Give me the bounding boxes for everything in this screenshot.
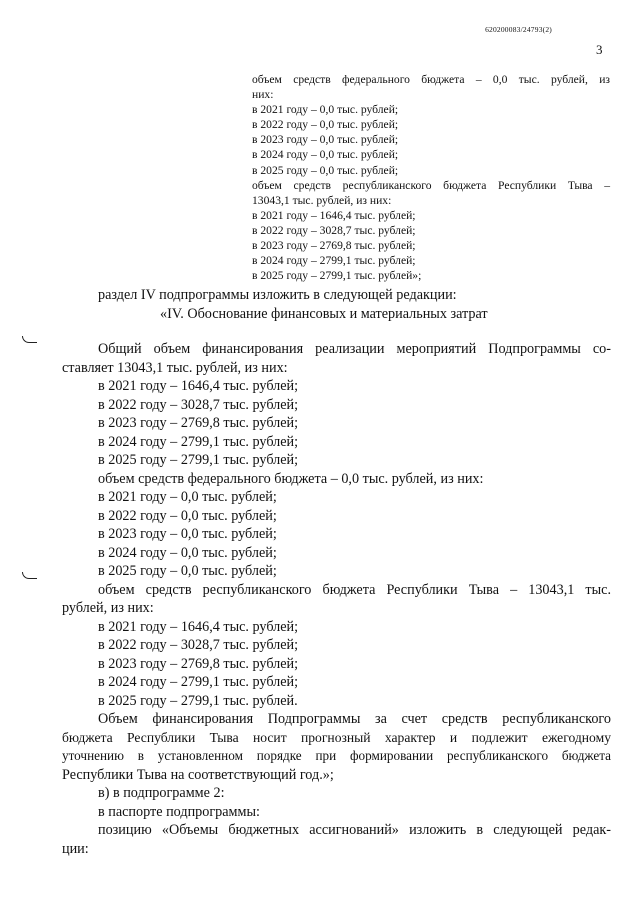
year-line: в 2021 году – 0,0 тыс. рублей; <box>98 489 277 505</box>
year-line: в 2023 году – 2769,8 тыс. рублей; <box>98 655 299 672</box>
paragraph-line: уточнению в установленном порядке при формировании республиканского бюджета <box>62 748 611 763</box>
year-line: в 2023 году – 2769,8 тыс. рублей; <box>98 415 299 431</box>
quote-line: объем средств республиканского бюджета Республики Тыва – <box>252 178 610 192</box>
section-intro: раздел IV подпрограммы изложить в следующей редакции: <box>98 287 457 303</box>
quote-line: в 2025 году – 2799,1 тыс. рублей»; <box>252 269 422 283</box>
document-id: 620200083/24793(2) <box>485 25 552 34</box>
year-line: в 2025 году – 0,0 тыс. рублей; <box>98 563 277 579</box>
year-line: в 2025 году – 2799,1 тыс. рублей; <box>98 452 299 468</box>
paragraph-line: объем средств республиканского бюджета Республики Тыва – 13043,1 тыс. <box>98 581 611 598</box>
quote-line: в 2024 году – 0,0 тыс. рублей; <box>252 148 399 162</box>
paragraph-line: ставляет 13043,1 тыс. рублей, из них: <box>62 359 288 376</box>
paragraph-line: в паспорте подпрограммы: <box>98 803 260 820</box>
paragraph-line: бюджета Республики Тыва носит прогнозный характер и подлежит ежегодному <box>62 729 611 745</box>
quote-line: в 2022 году – 3028,7 тыс. рублей; <box>252 223 416 237</box>
paragraph-line: рублей, из них: <box>62 600 154 616</box>
page-number: 3 <box>596 42 603 57</box>
paragraph-line: в) в подпрограмме 2: <box>98 785 225 801</box>
year-line: в 2024 году – 2799,1 тыс. рублей; <box>98 674 299 690</box>
margin-scan-mark <box>22 336 37 343</box>
quote-line: них: <box>252 88 274 102</box>
quote-line: в 2023 году – 0,0 тыс. рублей; <box>252 133 399 147</box>
year-line: в 2025 году – 2799,1 тыс. рублей. <box>98 692 298 709</box>
paragraph-line: позицию «Объемы бюджетных ассигнований» изложить в следующей редак- <box>98 822 611 838</box>
quote-line: в 2025 году – 0,0 тыс. рублей; <box>252 163 399 177</box>
year-line: в 2022 году – 3028,7 тыс. рублей; <box>98 637 299 653</box>
year-line: в 2021 году – 1646,4 тыс. рублей; <box>98 378 299 394</box>
paragraph-line: объем средств федерального бюджета – 0,0 тыс. рублей, из них: <box>98 470 484 487</box>
quote-line: 13043,1 тыс. рублей, из них: <box>252 193 392 207</box>
section-heading: «IV. Обоснование финансовых и материальных затрат <box>160 305 488 322</box>
quote-line: в 2021 году – 1646,4 тыс. рублей; <box>252 208 416 222</box>
year-line: в 2022 году – 3028,7 тыс. рублей; <box>98 396 299 413</box>
margin-scan-mark <box>22 572 37 579</box>
quote-line: в 2021 году – 0,0 тыс. рублей; <box>252 103 399 117</box>
quote-line: в 2023 году – 2769,8 тыс. рублей; <box>252 239 416 253</box>
year-line: в 2021 году – 1646,4 тыс. рублей; <box>98 618 299 635</box>
quoted-passport-block <box>252 72 610 283</box>
paragraph-gap <box>62 323 611 340</box>
paragraph-line: Объем финансирования Подпрограммы за счет средств республиканского <box>98 711 611 727</box>
paragraph-line: Республики Тыва на соответствующий год.»; <box>62 766 334 783</box>
quote-line: в 2022 году – 0,0 тыс. рублей; <box>252 118 399 132</box>
quote-line: объем средств федерального бюджета – 0,0 тыс. рублей, из <box>252 73 610 86</box>
year-line: в 2024 году – 0,0 тыс. рублей; <box>98 544 277 561</box>
document-body <box>62 286 611 858</box>
paragraph-line: ции: <box>62 840 89 857</box>
year-line: в 2023 году – 0,0 тыс. рублей; <box>98 526 277 542</box>
paragraph-line: Общий объем финансирования реализации мероприятий Подпрограммы со- <box>98 341 611 357</box>
quote-line: в 2024 году – 2799,1 тыс. рублей; <box>252 254 416 268</box>
year-line: в 2024 году – 2799,1 тыс. рублей; <box>98 433 299 450</box>
year-line: в 2022 году – 0,0 тыс. рублей; <box>98 507 277 524</box>
